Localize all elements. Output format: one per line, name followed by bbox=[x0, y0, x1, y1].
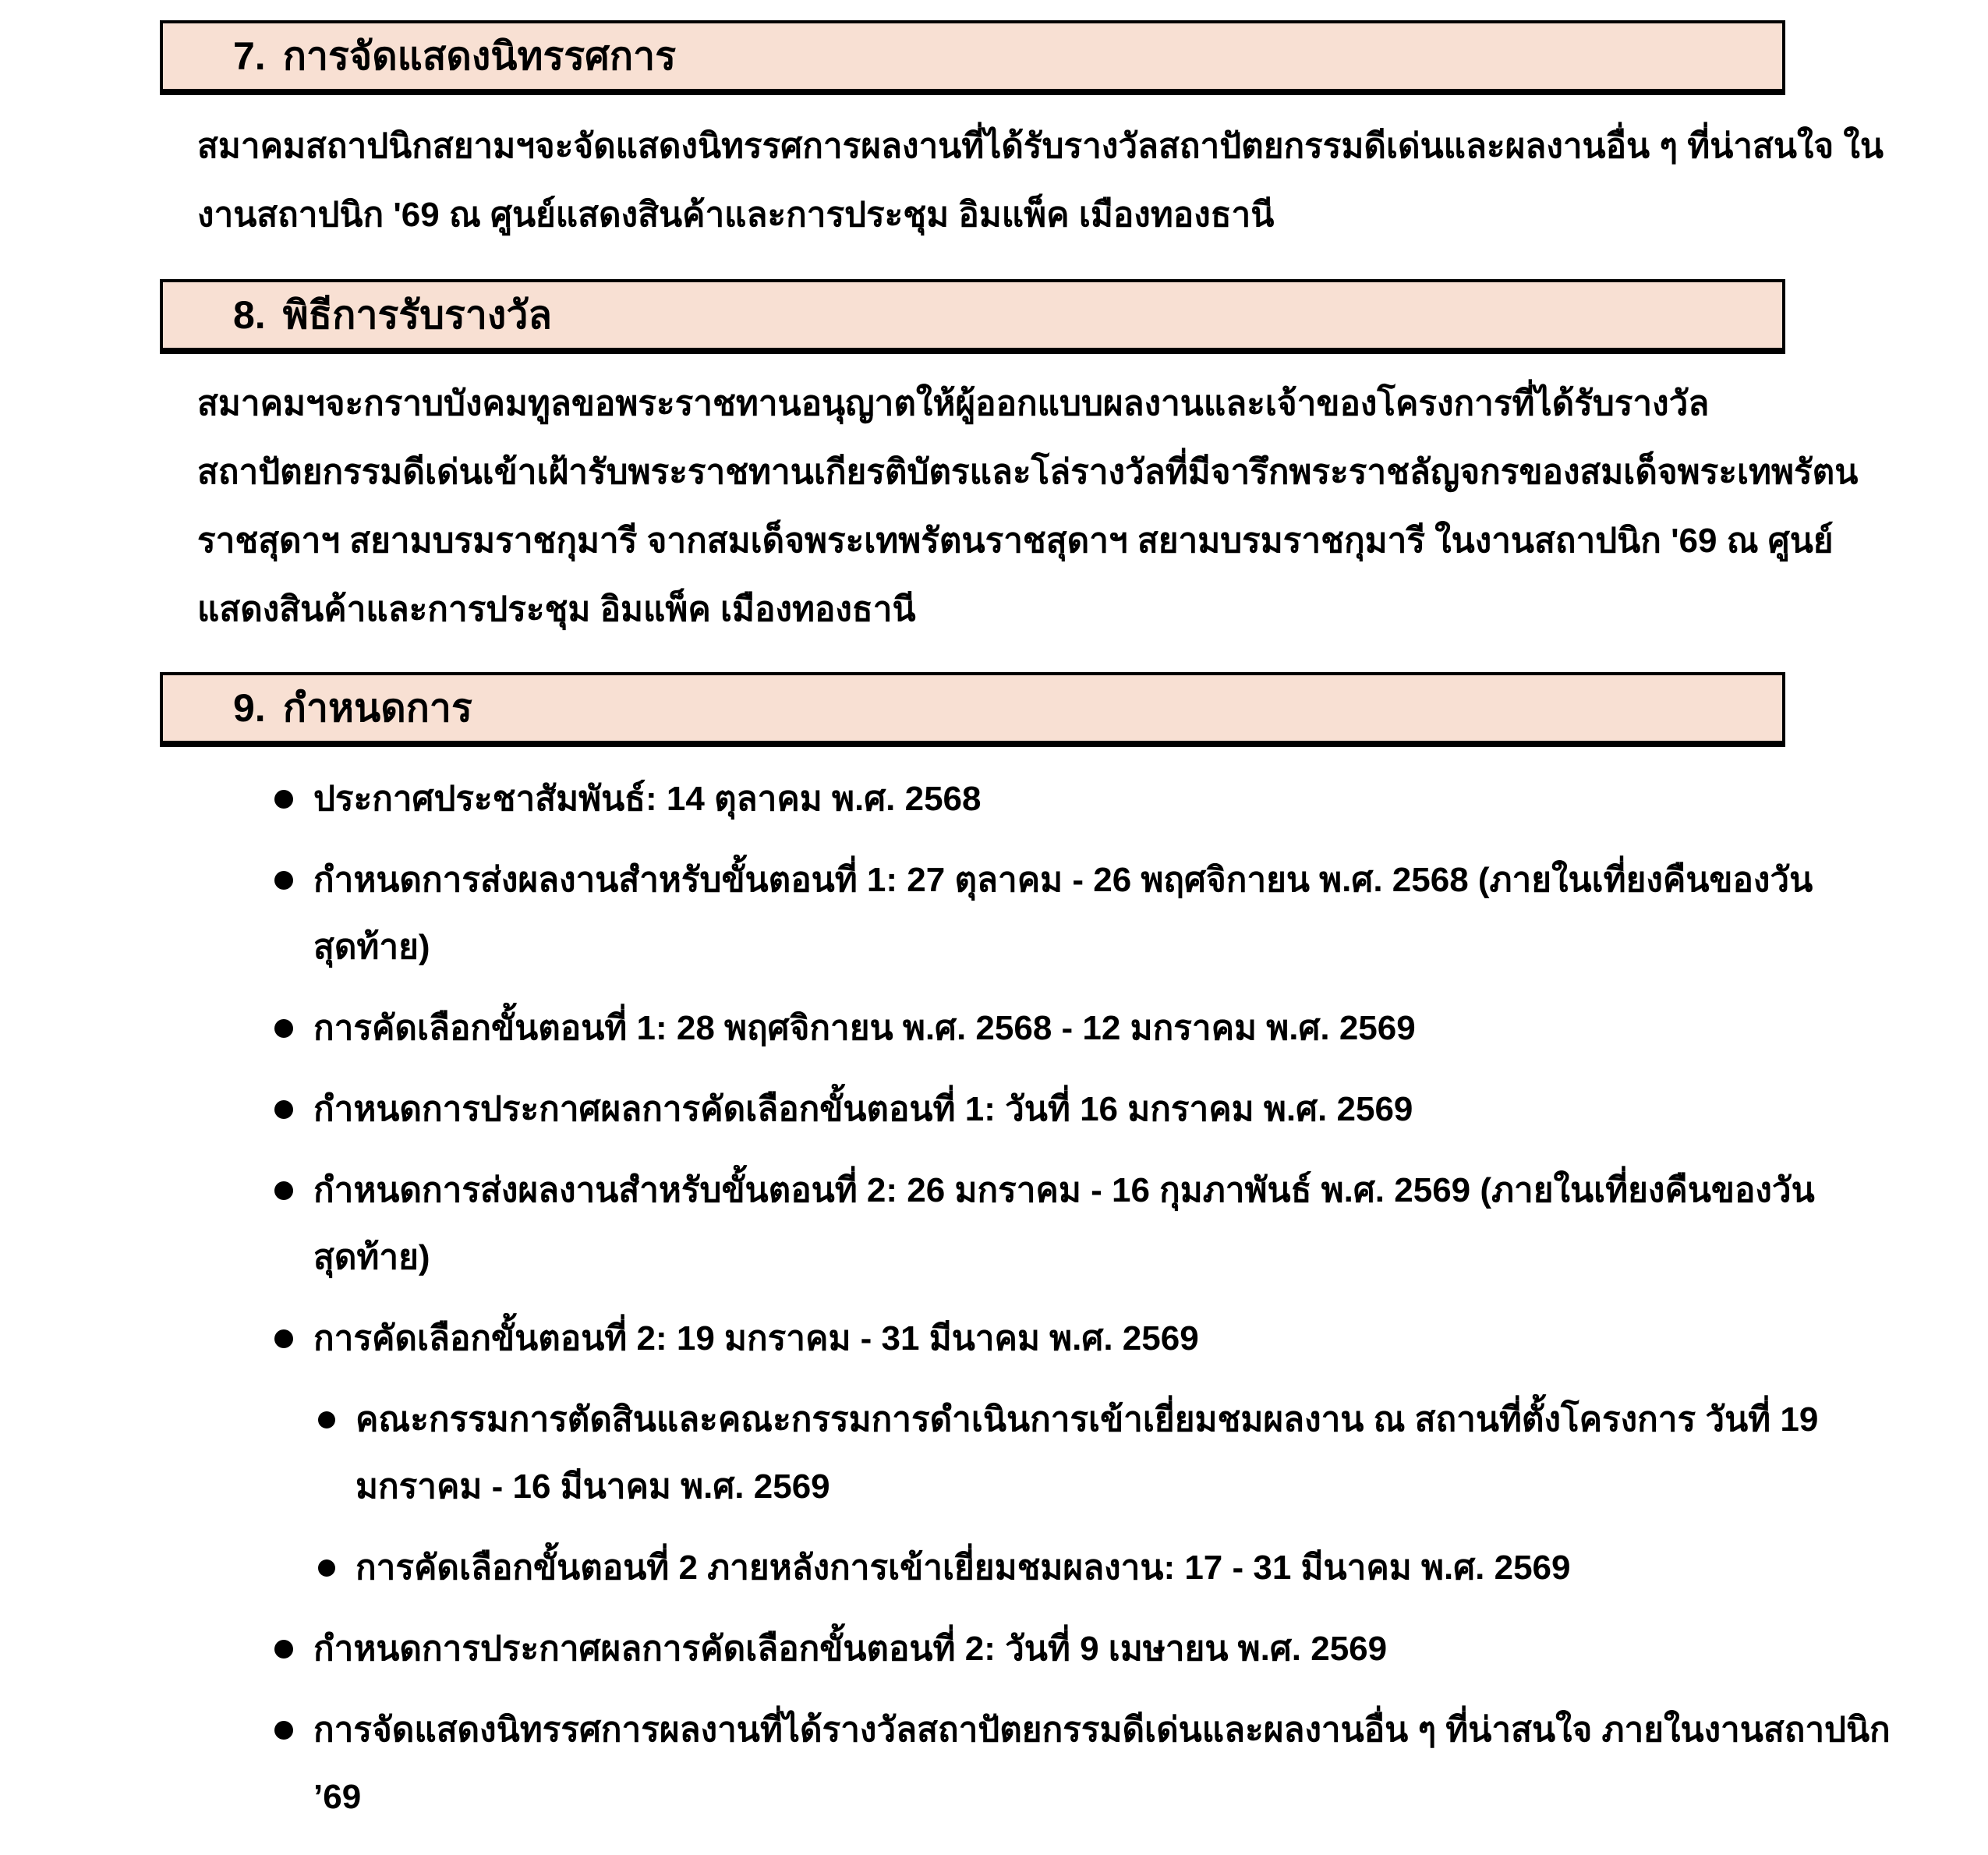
section-7-number: 7. bbox=[233, 34, 266, 78]
section-8-title: พิธีการรับรางวัล bbox=[282, 293, 553, 337]
section-9-number: 9. bbox=[233, 686, 266, 730]
section-8-paragraph: สมาคมฯจะกราบบังคมทูลขอพระราชทานอนุญาตให้ผู้ออกแบบผลงานและเจ้าของโครงการที่ได้รับรางวัลสถาปัตยกรรมดีเด่นเข้าเฝ้ารับพระราชทานเกียรติบัตรและโล่รางวัลที่มีจารึกพระราชลัญจกรของสมเด็จพระเทพรัตนราชสุดาฯ สยามบรมราชกุมารี จากสมเด็จพระเทพรัตนราชสุดาฯ สยามบรมราชกุมารี ในงานสถาปนิก '69 ณ ศูนย์แสดงสินค้าและการประชุม อิมแพ็ค เมืองทองธานี bbox=[197, 384, 1859, 628]
schedule-item-text: กำหนดการส่งผลงานสำหรับขั้นตอนที่ 2: 26 มกราคม - 16 กุมภาพันธ์ พ.ศ. 2569 (ภายในเที่ยงคืนของวันสุดท้าย) bbox=[313, 1171, 1815, 1276]
schedule-item bbox=[274, 1076, 1908, 1143]
schedule-item-text: กำหนดการประกาศผลการคัดเลือกขั้นตอนที่ 1: วันที่ 16 มกราคม พ.ศ. 2569 bbox=[313, 1090, 1413, 1128]
section-8 bbox=[160, 279, 1988, 644]
schedule-subitem-text: การคัดเลือกขั้นตอนที่ 2 ภายหลังการเข้าเยี่ยมชมผลงาน: 17 - 31 มีนาคม พ.ศ. 2569 bbox=[356, 1549, 1571, 1587]
schedule-item bbox=[274, 1305, 1908, 1372]
bullet-icon bbox=[274, 1640, 293, 1659]
schedule-item bbox=[274, 1616, 1908, 1683]
schedule-item-text: กำหนดการประกาศผลการคัดเลือกขั้นตอนที่ 2: วันที่ 9 เมษายน พ.ศ. 2569 bbox=[313, 1630, 1388, 1668]
section-9 bbox=[160, 672, 1988, 1831]
section-7-heading bbox=[160, 20, 1785, 95]
schedule-item-text: การคัดเลือกขั้นตอนที่ 2: 19 มกราคม - 31 มีนาคม พ.ศ. 2569 bbox=[313, 1319, 1199, 1358]
schedule-item bbox=[274, 1157, 1908, 1291]
section-9-heading bbox=[160, 672, 1785, 747]
bullet-icon bbox=[274, 1181, 293, 1200]
section-7-title: การจัดแสดงนิทรรศการ bbox=[282, 34, 677, 78]
schedule-subitem-text: คณะกรรมการตัดสินและคณะกรรมการดำเนินการเข้าเยี่ยมชมผลงาน ณ สถานที่ตั้งโครงการ วันที่ 19 มกราคม - 16 มีนาคม พ.ศ. 2569 bbox=[356, 1400, 1819, 1506]
section-9-title: กำหนดการ bbox=[282, 686, 472, 730]
schedule-item-text: กำหนดการส่งผลงานสำหรับขั้นตอนที่ 1: 27 ตุลาคม - 26 พฤศจิกายน พ.ศ. 2568 (ภายในเที่ยงคืนของวันสุดท้าย) bbox=[313, 861, 1813, 966]
schedule-item-text: การจัดแสดงนิทรรศการผลงานที่ได้รางวัลสถาปัตยกรรมดีเด่นและผลงานอื่น ๆ ที่น่าสนใจ ภายในงานสถาปนิก ’69 bbox=[313, 1711, 1891, 1816]
bullet-icon bbox=[274, 1019, 293, 1038]
schedule-item bbox=[274, 1697, 1908, 1831]
schedule-subitem bbox=[318, 1386, 1908, 1520]
schedule-list bbox=[160, 766, 1988, 1831]
bullet-icon bbox=[318, 1411, 335, 1428]
schedule-item bbox=[274, 847, 1908, 981]
schedule-item bbox=[274, 995, 1908, 1062]
schedule-item-text: ประกาศประชาสัมพันธ์: 14 ตุลาคม พ.ศ. 2568 bbox=[313, 780, 982, 818]
bullet-icon bbox=[274, 1100, 293, 1119]
schedule-item bbox=[274, 766, 1908, 833]
section-8-heading bbox=[160, 279, 1785, 354]
bullet-icon bbox=[274, 871, 293, 890]
bullet-icon bbox=[274, 1329, 293, 1348]
section-8-number: 8. bbox=[233, 293, 266, 337]
bullet-icon bbox=[274, 790, 293, 809]
section-7-paragraph: สมาคมสถาปนิกสยามฯจะจัดแสดงนิทรรศการผลงานที่ได้รับรางวัลสถาปัตยกรรมดีเด่นและผลงานอื่น ๆ ที่น่าสนใจ ในงานสถาปนิก '69 ณ ศูนย์แสดงสินค้าและการประชุม อิมแพ็ค เมืองทองธานี bbox=[197, 127, 1884, 234]
bullet-icon bbox=[318, 1559, 335, 1577]
section-7 bbox=[160, 20, 1988, 250]
schedule-subitem bbox=[318, 1535, 1908, 1602]
bullet-icon bbox=[274, 1721, 293, 1740]
schedule-item-text: การคัดเลือกขั้นตอนที่ 1: 28 พฤศจิกายน พ.ศ. 2568 - 12 มกราคม พ.ศ. 2569 bbox=[313, 1009, 1416, 1047]
